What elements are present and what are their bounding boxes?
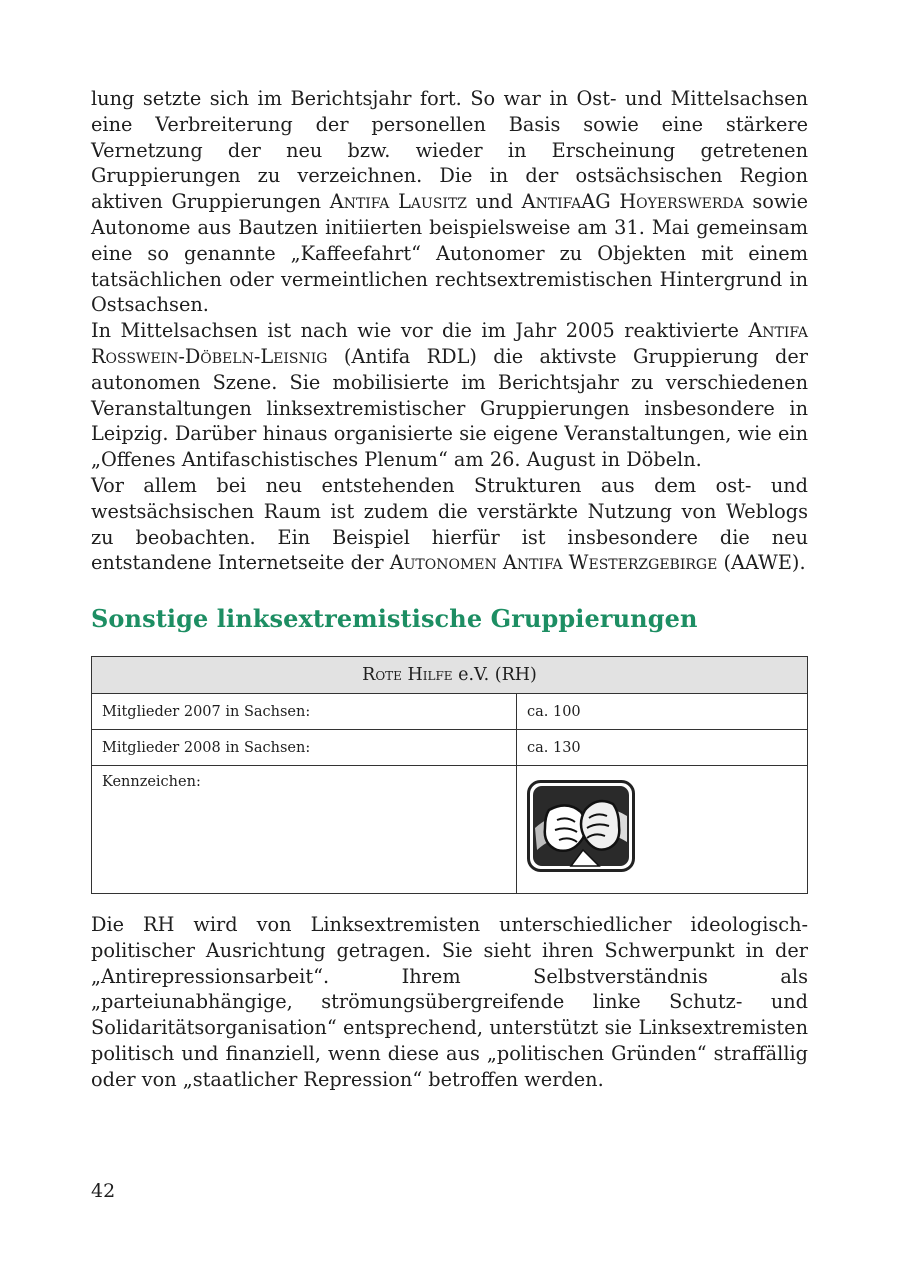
table-row — [92, 694, 808, 730]
row-label: Kennzeichen: — [92, 766, 517, 894]
group-name: AntifaAG Hoyerswerda — [521, 190, 744, 214]
paragraph-east-central-saxony: lung setzte sich im Berichtsjahr fort. So war in Ost- und Mittelsachsen eine Verbreiterung der personellen Basis sowie eine stärkere Vernetzung der neu bzw. wieder in Erscheinung getretenen Gruppierungen zu verzeichnen. Die in der ostsächsischen Region aktiven Gruppierungen Antifa Lausitz und AntifaAG Hoyerswerda sowie Autonome aus Bautzen initiierten beispielsweise am 31. Mai gemeinsam eine so genannte „Kaffeefahrt“ Autonomer zu Objekten mit einem tatsächlichen oder vermeintlichen rechtsextremistischen Hintergrund in Ostsachsen. — [91, 87, 808, 317]
row-value: ca. 100 — [517, 694, 808, 730]
table-row — [92, 766, 808, 894]
outro-text — [91, 912, 808, 1093]
table-header-row — [92, 657, 808, 694]
group-name: Antifa Lausitz — [329, 190, 468, 214]
rote-hilfe-emblem-icon — [527, 780, 635, 872]
paragraph-rote-hilfe: Die RH wird von Linksextremisten unterschiedlicher ideologisch-politischer Ausrichtung getragen. Sie sieht ihren Schwerpunkt in der „Antirepressionsarbeit“. Ihrem Selbstverständnis als „parteiunabhängige, strömungsübergreifende linke Schutz- und Solidaritätsorganisation“ entsprechend, unterstützt sie Linksextremisten politisch und finanziell, wenn diese aus „politischen Gründen“ straffällig oder von „staatlicher Repression“ betroffen werden. — [91, 913, 808, 1091]
table-title: Rote Hilfe e.V. (RH) — [92, 657, 808, 694]
paragraph-weblogs: Vor allem bei neu entstehenden Strukturen aus dem ost- und westsächsischen Raum ist zudem die verstärkte Nutzung von Weblogs zu beobachten. Ein Beispiel hierfür ist insbesondere die neu entstandene Internetseite der Autonomen Antifa Westerzgebirge (AAWE). — [91, 473, 808, 575]
row-label: Mitglieder 2008 in Sachsen: — [92, 730, 517, 766]
group-name: Antifa Roßwein-Döbeln-Leisnig — [91, 319, 808, 368]
table-row — [92, 730, 808, 766]
paragraph-central-saxony: In Mittelsachsen ist nach wie vor die im Jahr 2005 reaktivierte Antifa Roßwein-Döbeln-Leisnig (Antifa RDL) die aktivste Gruppierung der autonomen Szene. Sie mobilisierte im Berichtsjahr zu verschiedenen Veranstaltungen linksextremistischer Gruppierungen insbesondere in Leipzig. Darüber hinaus organisierte sie eigene Veranstaltungen, wie ein „Offenes Antifaschistisches Plenum“ am 26. August in Döbeln. — [91, 319, 808, 472]
page-number: 42 — [91, 1180, 116, 1202]
group-name: Autonomen Antifa Westerzgebirge — [389, 551, 718, 575]
section-heading: Sonstige linksextremistische Gruppierungen — [91, 604, 698, 633]
organization-info-table — [91, 656, 808, 894]
row-value — [517, 766, 808, 894]
intro-text — [91, 86, 808, 576]
row-value: ca. 130 — [517, 730, 808, 766]
row-label: Mitglieder 2007 in Sachsen: — [92, 694, 517, 730]
